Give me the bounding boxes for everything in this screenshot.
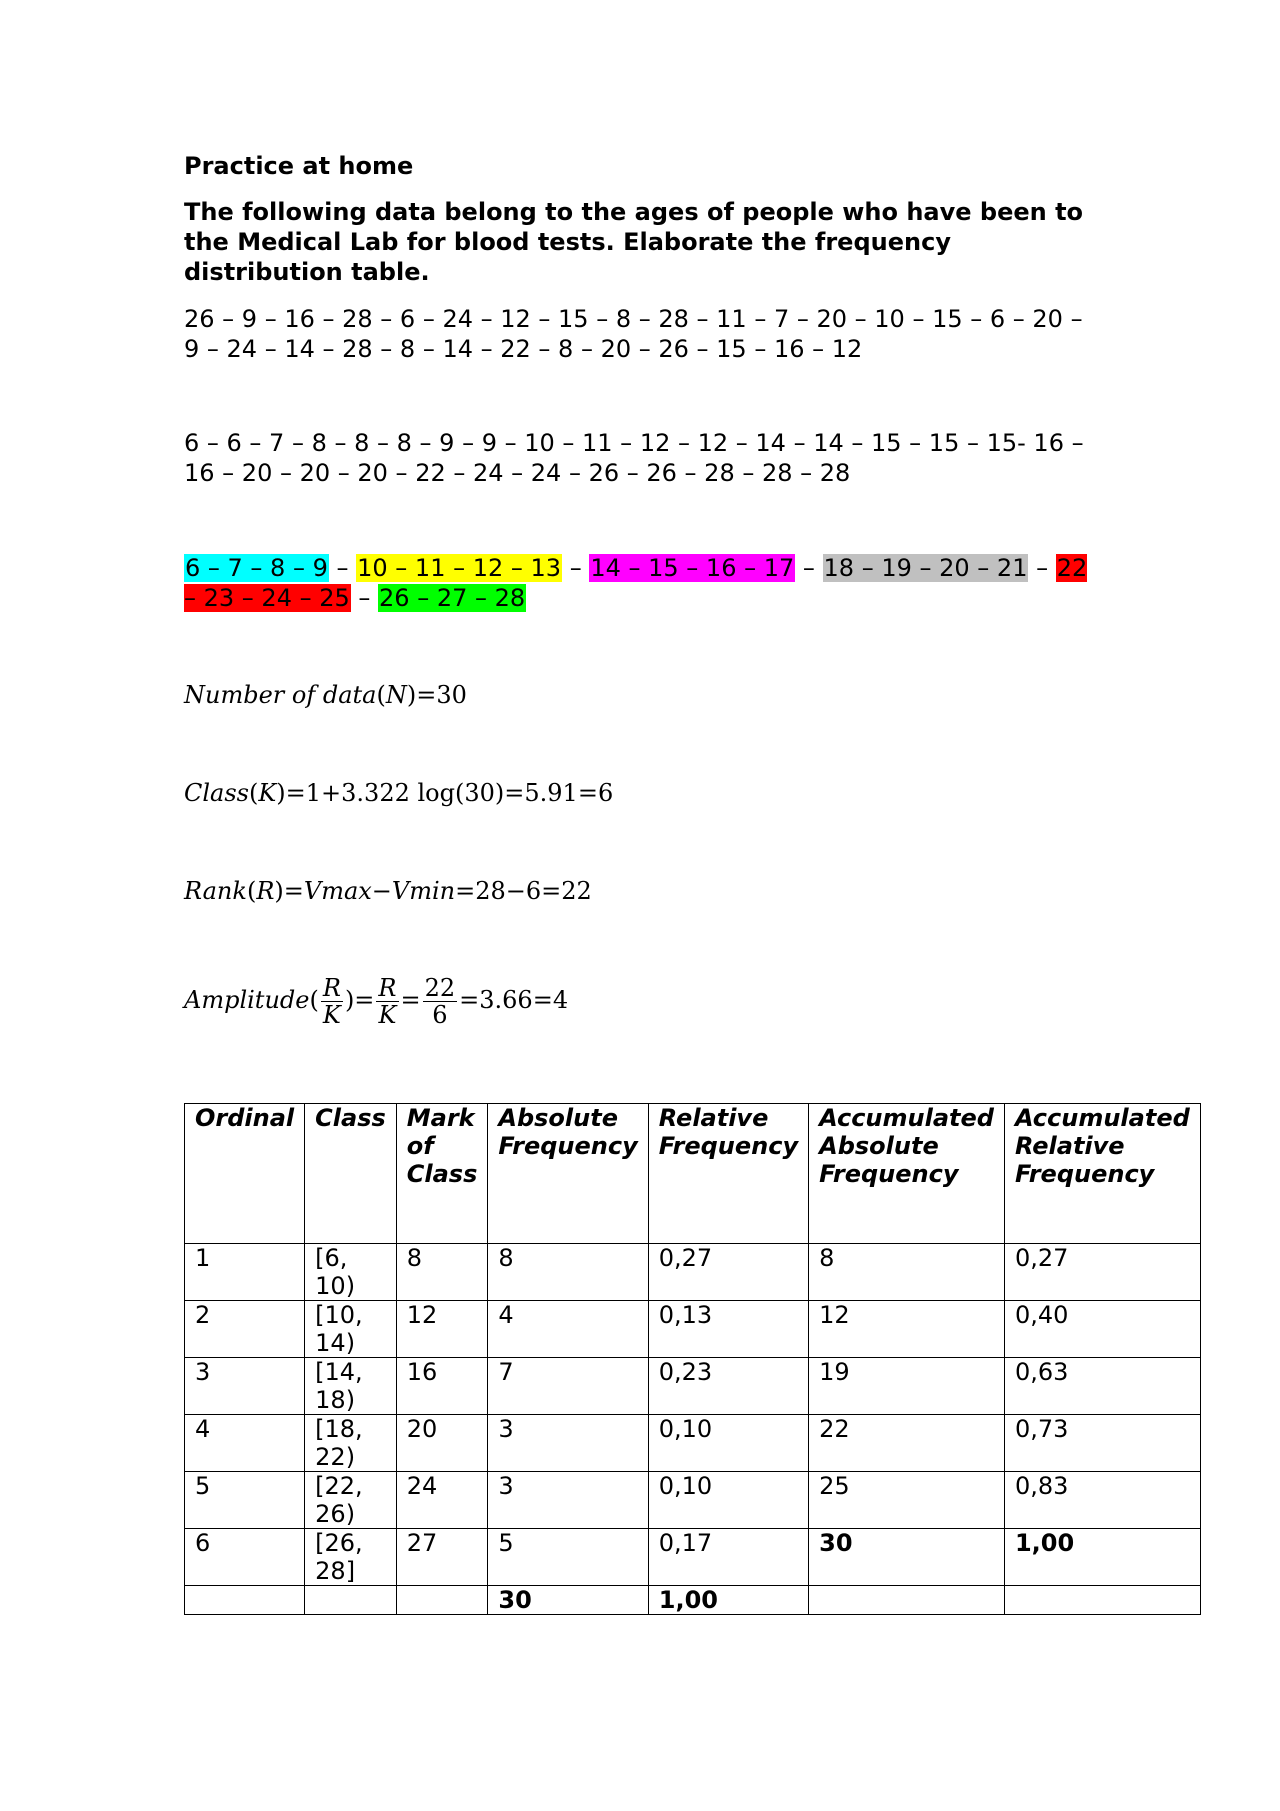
table-cell: 12 [396, 1301, 488, 1358]
group-highlight: 10 – 11 – 12 – 13 [357, 554, 562, 582]
group-highlight: 6 – 7 – 8 – 9 [185, 554, 328, 582]
formula-result: =3.66=4 [459, 986, 569, 1014]
formula-result: =5.91=6 [504, 779, 614, 807]
table-cell: 8 [809, 1244, 1005, 1301]
table-header-row [185, 1104, 1201, 1244]
table-row [185, 1415, 1201, 1472]
exercise-prompt: The following data belong to the ages of people who have been to the Medical Lab for blood tests. Elaborate the frequency distribution table. [184, 198, 1084, 286]
table-cell [1004, 1586, 1200, 1615]
table-cell: 27 [396, 1529, 488, 1586]
table-cell: 3 [488, 1415, 648, 1472]
table-cell: 1 [185, 1244, 305, 1301]
header-cell: Mark of Class [396, 1104, 488, 1244]
table-cell-total-accumulated-relative: 1,00 [1004, 1529, 1200, 1586]
table-cell: 3 [488, 1472, 648, 1529]
table-cell: [10, 14) [305, 1301, 397, 1358]
table-cell: 20 [396, 1415, 488, 1472]
formula-number-of-data: Number of data(N)=30 [184, 681, 467, 709]
header-cell: Class [305, 1104, 397, 1244]
group-highlight: 26 – 27 – 28 [379, 584, 526, 612]
class-groups [184, 553, 1104, 613]
table-cell: 0,83 [1004, 1472, 1200, 1529]
table-cell: 0,40 [1004, 1301, 1200, 1358]
formula-classes: Class(K)=1+3.322 log(30)=5.91=6 [184, 779, 614, 807]
group-separator: – [350, 584, 379, 612]
table-cell: 19 [809, 1358, 1005, 1415]
table-cell: 8 [396, 1244, 488, 1301]
group-highlight: 14 – 15 – 16 – 17 [590, 554, 795, 582]
table-cell: 0,63 [1004, 1358, 1200, 1415]
header-cell: Accumulated Relative Frequency [1004, 1104, 1200, 1244]
group-separator: – [1028, 554, 1056, 582]
fraction-denominator: 6 [432, 1001, 448, 1029]
table-cell: 5 [185, 1472, 305, 1529]
table-cell: 0,27 [648, 1244, 808, 1301]
table-cell: 5 [488, 1529, 648, 1586]
table-cell: 8 [488, 1244, 648, 1301]
formula-label: Number of data [184, 681, 377, 709]
formula-amplitude: Amplitude( $\frac{R}{K}$ )= $\frac{R}{K}$ = $\frac{22}{6}$ =3.66=4 [184, 974, 569, 1029]
formula-var: K [258, 779, 277, 807]
header-cell: Absolute Frequency [488, 1104, 648, 1244]
table-cell: 24 [396, 1472, 488, 1529]
table-cell [809, 1586, 1005, 1615]
table-cell [185, 1586, 305, 1615]
table-cell: 2 [185, 1301, 305, 1358]
table-row [185, 1472, 1201, 1529]
total-absolute-frequency: 30 [488, 1586, 648, 1615]
table-cell: 4 [488, 1301, 648, 1358]
formula-rank: Rank(R)=Vmax−Vmin=28−6=22 [184, 877, 592, 905]
table-cell: 0,10 [648, 1415, 808, 1472]
table-cell: [22, 26) [305, 1472, 397, 1529]
table-cell: 0,13 [648, 1301, 808, 1358]
group-separator: – [562, 554, 590, 582]
table-cell: 7 [488, 1358, 648, 1415]
table-cell: 16 [396, 1358, 488, 1415]
formula-var: N [385, 681, 407, 709]
formula-mid: =1+3.322 log [285, 779, 455, 807]
table-cell: 6 [185, 1529, 305, 1586]
fraction [423, 975, 458, 1028]
total-relative-frequency: 1,00 [648, 1586, 808, 1615]
table-cell-total-accumulated-absolute: 30 [809, 1529, 1005, 1586]
table-cell: 22 [809, 1415, 1005, 1472]
fraction-denominator: K [378, 1001, 397, 1029]
frequency-distribution-table [184, 1103, 1201, 1615]
fraction-numerator: R [322, 974, 341, 1002]
table-row [185, 1301, 1201, 1358]
table-cell [305, 1586, 397, 1615]
fraction [376, 975, 398, 1028]
table-cell: 0,17 [648, 1529, 808, 1586]
table-cell: 0,73 [1004, 1415, 1200, 1472]
table-cell [396, 1586, 488, 1615]
table-cell: [18, 22) [305, 1415, 397, 1472]
table-cell: [14, 18) [305, 1358, 397, 1415]
table-cell: 0,10 [648, 1472, 808, 1529]
formula-arg: 30 [464, 779, 495, 807]
fraction-numerator: 22 [424, 974, 456, 1002]
formula-label: Class [184, 779, 249, 807]
group-separator: – [328, 554, 357, 582]
header-cell: Accumulated Absolute Frequency [809, 1104, 1005, 1244]
group-separator: – [795, 554, 823, 582]
table-cell: 0,23 [648, 1358, 808, 1415]
page-title: Practice at home [184, 152, 414, 180]
formula-mid: =Vmax−Vmin [283, 877, 456, 905]
table-row [185, 1358, 1201, 1415]
table-cell: 12 [809, 1301, 1005, 1358]
table-row [185, 1529, 1201, 1586]
raw-data-list: 26 – 9 – 16 – 28 – 6 – 24 – 12 – 15 – 8 – 28 – 11 – 7 – 20 – 10 – 15 – 6 – 20 – 9 – 24 – 14 – 28 – 8 – 14 – 22 – 8 – 20 – 26 – 15 – 16 – 12 [184, 305, 1083, 363]
header-cell: Relative Frequency [648, 1104, 808, 1244]
group-highlight: 18 – 19 – 20 – 21 [823, 554, 1028, 582]
fraction-numerator: R [378, 974, 397, 1002]
table-cell: 25 [809, 1472, 1005, 1529]
table-cell: 3 [185, 1358, 305, 1415]
table-cell: 4 [185, 1415, 305, 1472]
table-row [185, 1244, 1201, 1301]
header-cell: Ordinal [185, 1104, 305, 1244]
table-totals-row [185, 1586, 1201, 1615]
formula-result: =28−6=22 [455, 877, 592, 905]
group-highlight: 22 – 23 – 24 – 25 [184, 554, 1088, 612]
formula-result: =30 [416, 681, 467, 709]
fraction-denominator: K [322, 1001, 341, 1029]
table-cell: 0,27 [1004, 1244, 1200, 1301]
sorted-data-list: 6 – 6 – 7 – 8 – 8 – 8 – 9 – 9 – 10 – 11 – 12 – 12 – 14 – 14 – 15 – 15 – 15- 16 – 16 – 20 – 20 – 20 – 22 – 24 – 24 – 26 – 26 – 28 – 28 – 28 [184, 429, 1084, 487]
table-cell: [26, 28] [305, 1529, 397, 1586]
formula-label: Amplitude [184, 986, 310, 1014]
fraction [321, 975, 343, 1028]
table-cell: [6, 10) [305, 1244, 397, 1301]
formula-label: Rank [184, 877, 247, 905]
formula-var: R [256, 877, 275, 905]
